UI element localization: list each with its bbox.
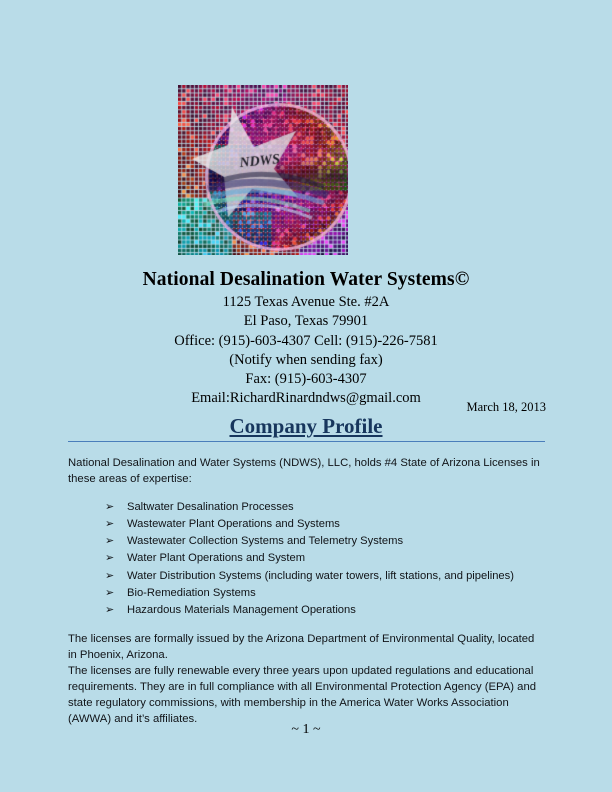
logo-canvas <box>178 85 348 255</box>
list-item <box>105 585 546 602</box>
company-header-block <box>0 268 612 409</box>
list-item-label: Bio-Remediation Systems <box>127 586 256 599</box>
section-divider <box>68 441 545 442</box>
ndws-globe-logo <box>178 85 348 255</box>
list-item-label: Water Distribution Systems (including water towers, lift stations, and pipelines) <box>127 569 514 582</box>
arrow-bullet-icon: ➢ <box>105 603 115 616</box>
closing-paragraphs <box>68 631 546 727</box>
company-name: National Desalination Water Systems© <box>142 269 470 290</box>
phone-line: Office: (915)-603-4307 Cell: (915)-226-7581 <box>174 332 438 349</box>
list-item <box>105 602 546 619</box>
expertise-list <box>68 499 546 619</box>
document-date: March 18, 2013 <box>466 400 546 414</box>
section-title: Company Profile <box>229 414 383 438</box>
closing-paragraph-2: The licenses are fully renewable every three years upon updated regulations and educational requirements. They are in full compliance with all Environmental Protection Agency (EPA) and state regulatory commissions, with membership in the America Water Works Association (AWWA) and it’s affiliates. <box>68 665 537 726</box>
list-item-label: Wastewater Plant Operations and Systems <box>127 518 340 531</box>
arrow-bullet-icon: ➢ <box>105 501 115 514</box>
page-number-footer: ~ 1 ~ <box>291 722 321 737</box>
list-item <box>105 550 546 567</box>
address-line-2: El Paso, Texas 79901 <box>243 313 369 330</box>
fax-line: Fax: (915)-603-4307 <box>245 371 367 388</box>
list-item <box>105 533 546 550</box>
arrow-bullet-icon: ➢ <box>105 552 115 565</box>
arrow-bullet-icon: ➢ <box>105 586 115 599</box>
arrow-bullet-icon: ➢ <box>105 518 115 531</box>
list-item-label: Saltwater Desalination Processes <box>127 501 294 514</box>
list-item-label: Hazardous Materials Management Operations <box>127 603 356 616</box>
email-line: Email:RichardRinardndws@gmail.com <box>191 390 421 407</box>
list-item <box>105 499 546 516</box>
body-content <box>68 455 546 727</box>
arrow-bullet-icon: ➢ <box>105 569 115 582</box>
list-item-label: Wastewater Collection Systems and Telemetry Systems <box>127 535 404 548</box>
intro-paragraph: National Desalination and Water Systems (NDWS), LLC, holds #4 State of Arizona Licenses in these areas of expertise: <box>68 457 540 486</box>
list-item <box>105 516 546 533</box>
address-line-1: 1125 Texas Avenue Ste. #2A <box>222 293 390 310</box>
list-item <box>105 568 546 585</box>
list-item-label: Water Plant Operations and System <box>127 552 306 565</box>
closing-paragraph-1: The licenses are formally issued by the Arizona Department of Environmental Quality, located in Phoenix, Arizona. <box>68 633 535 662</box>
fax-note: (Notify when sending fax) <box>229 351 383 368</box>
arrow-bullet-icon: ➢ <box>105 535 115 548</box>
